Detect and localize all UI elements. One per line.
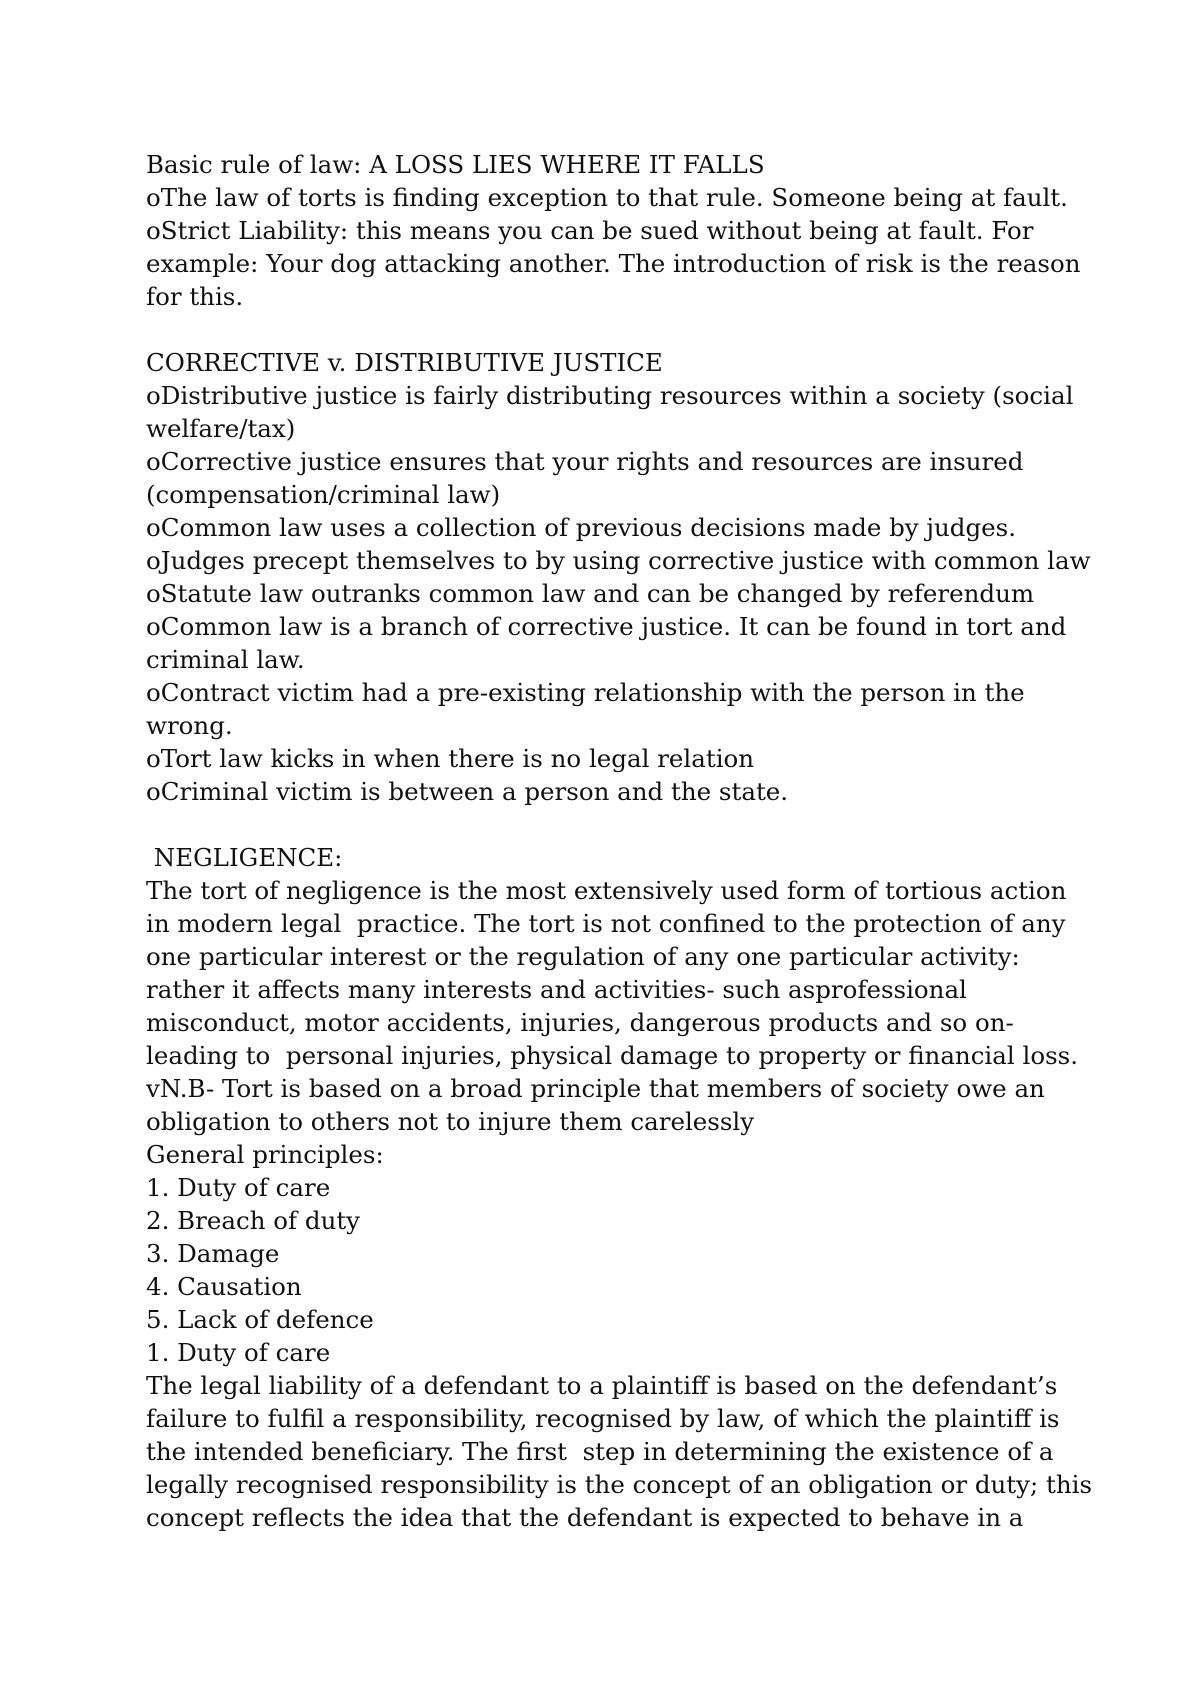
text-line: vN.B- Tort is based on a broad principle that members of society owe an (146, 1074, 1045, 1103)
text-line: example: Your dog attacking another. The introduction of risk is the reason (146, 249, 1081, 278)
text-line: (compensation/criminal law) (146, 480, 501, 509)
list-item: 5. Lack of defence (146, 1305, 374, 1334)
text-line: oCriminal victim is between a person and the state. (146, 777, 789, 806)
text-line: misconduct, motor accidents, injuries, dangerous products and so on- (146, 1008, 1014, 1037)
text-line: concept reflects the idea that the defendant is expected to behave in a (146, 1503, 1024, 1532)
text-line: oDistributive justice is fairly distributing resources within a society (social (146, 381, 1074, 410)
text-line: one particular interest or the regulation of any one particular activity: (146, 942, 1020, 971)
list-heading-general-principles: General principles: (146, 1140, 384, 1169)
text-line: The legal liability of a defendant to a plaintiff is based on the defendant’s (146, 1371, 1058, 1400)
text-line: oTort law kicks in when there is no legal relation (146, 744, 755, 773)
subheading-duty-of-care: 1. Duty of care (146, 1338, 331, 1367)
text-line: criminal law. (146, 645, 305, 674)
text-line: rather it affects many interests and activities- such asprofessional (146, 975, 967, 1004)
text-line: in modern legal practice. The tort is not confined to the protection of any (146, 909, 1066, 938)
blank-line (146, 808, 1086, 841)
text-line: oJudges precept themselves to by using corrective justice with common law (146, 546, 1091, 575)
text-line: oCorrective justice ensures that your rights and resources are insured (146, 447, 1024, 476)
list-item: 4. Causation (146, 1272, 302, 1301)
text-line: for this. (146, 282, 244, 311)
document-body (146, 148, 1093, 1534)
blank-line (146, 313, 1086, 346)
text-line: the intended beneficiary. The first step in determining the existence of a (146, 1437, 1054, 1466)
text-line: failure to fulfil a responsibility, recognised by law, of which the plaintiff is (146, 1404, 1060, 1433)
text-line: oContract victim had a pre-existing relationship with the person in the (146, 678, 1025, 707)
text-line: oStatute law outranks common law and can be changed by referendum (146, 579, 1035, 608)
text-line: obligation to others not to injure them carelessly (146, 1107, 755, 1136)
text-line: oThe law of torts is finding exception to that rule. Someone being at fault. (146, 183, 1068, 212)
text-line: oStrict Liability: this means you can be sued without being at fault. For (146, 216, 1034, 245)
section-heading-justice: CORRECTIVE v. DISTRIBUTIVE JUSTICE (146, 348, 663, 377)
section-heading-basic-rule: Basic rule of law: A LOSS LIES WHERE IT FALLS (146, 150, 765, 179)
list-item: 3. Damage (146, 1239, 280, 1268)
section-heading-negligence: NEGLIGENCE: (146, 843, 343, 872)
text-line: legally recognised responsibility is the concept of an obligation or duty; this (146, 1470, 1093, 1499)
text-line: oCommon law uses a collection of previous decisions made by judges. (146, 513, 1017, 542)
text-line: welfare/tax) (146, 414, 296, 443)
text-line: wrong. (146, 711, 233, 740)
text-line: leading to personal injuries, physical damage to property or financial loss. (146, 1041, 1079, 1070)
text-line: oCommon law is a branch of corrective justice. It can be found in tort and (146, 612, 1067, 641)
text-line: The tort of negligence is the most extensively used form of tortious action (146, 876, 1067, 905)
list-item: 1. Duty of care (146, 1173, 331, 1202)
list-item: 2. Breach of duty (146, 1206, 361, 1235)
